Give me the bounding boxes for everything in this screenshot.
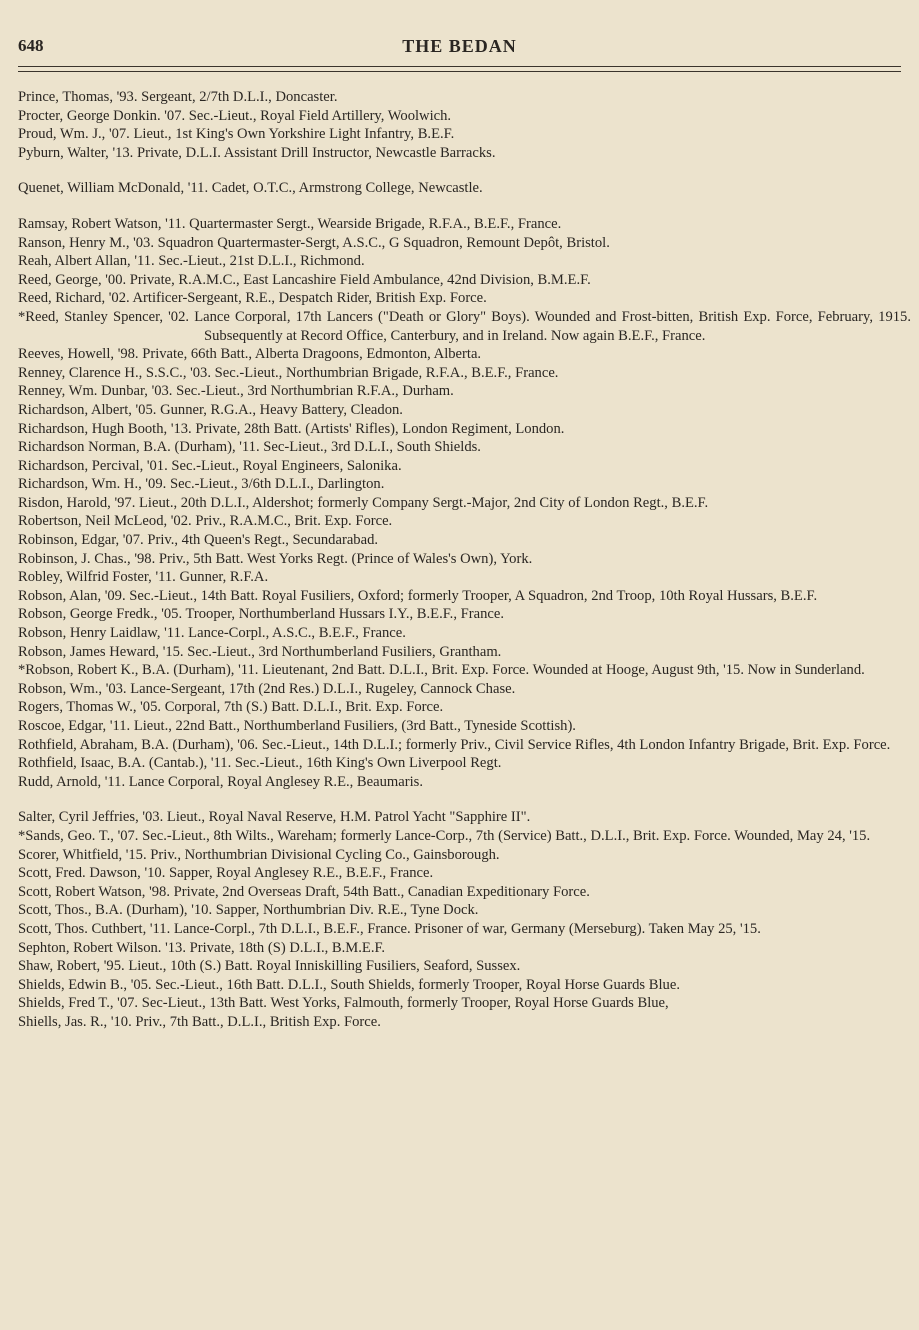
roll-entry bbox=[18, 994, 911, 1013]
roll-entry bbox=[18, 179, 911, 198]
entry-service: Lance-Corpl., 7th D.L.I., B.E.F., France. Prisoner of war, Germany (Merseburg). Taken May 25, '15. bbox=[173, 920, 761, 937]
entry-service: Private, 18th (S) D.L.I., B.M.E.F. bbox=[189, 939, 386, 956]
entry-name: Sephton, Robert Wilson. '13. bbox=[18, 939, 186, 956]
roll-entry bbox=[18, 512, 911, 531]
entry-name: Prince, Thomas, '93. bbox=[18, 89, 138, 105]
entry-service: Private, 28th Batt. (Artists' Rifles), London Regiment, London. bbox=[195, 420, 565, 437]
entry-name: Scorer, Whitfield, '15. bbox=[18, 846, 147, 863]
roll-entry bbox=[18, 939, 911, 958]
entry-service: Sec.-Lieut., 16th Batt. D.L.I., South Shields, formerly Trooper, Royal Horse Guards Blue. bbox=[155, 976, 680, 993]
roll-entry bbox=[18, 88, 911, 107]
entry-name: Robson, James Heward, '15. bbox=[18, 643, 184, 660]
entry-service: Gunner, R.F.A. bbox=[179, 569, 269, 586]
roll-entry bbox=[18, 420, 911, 439]
entry-service: Sec.-Lieut., 3rd Northumbrian R.F.A., Durham. bbox=[176, 383, 454, 400]
entry-name: Shiells, Jas. R., '10. bbox=[18, 1013, 132, 1030]
entry-name: Reah, Albert Allan, '11. bbox=[18, 253, 155, 270]
entry-service: Lieut., 20th D.L.I., Aldershot; formerly Company Sergt.-Major, 2nd City of London Regt., B.E.F. bbox=[139, 494, 709, 511]
entry-name: Robertson, Neil McLeod, '02. bbox=[18, 513, 192, 530]
entry-name: Ranson, Henry M., '03. bbox=[18, 234, 154, 251]
entry-name: Rogers, Thomas W., '05. bbox=[18, 699, 162, 716]
roll-entry bbox=[18, 808, 911, 827]
roll-entry bbox=[18, 846, 911, 865]
entry-service: Private, 2nd Overseas Draft, 54th Batt., Canadian Expeditionary Force. bbox=[173, 883, 590, 900]
entry-service: Private, D.L.I. Assistant Drill Instructor, Newcastle Barracks. bbox=[136, 144, 496, 161]
roll-entry bbox=[18, 901, 911, 920]
entry-service: Sec.-Lieut., 8th Wilts., Wareham; formerly Lance-Corp., 7th (Service) Batt., D.L.I., Brit. Exp. Force. Wounded, May 24, '15. bbox=[142, 827, 871, 844]
header-rule-thin bbox=[18, 71, 901, 72]
entry-service: Trooper, Northumberland Hussars I.Y., B.E.F., France. bbox=[185, 606, 504, 623]
roll-entry bbox=[18, 494, 911, 513]
roll-entry bbox=[18, 1013, 911, 1032]
entry-service: Squadron Quartermaster-Sergt, A.S.C., G Squadron, Remount Depôt, Bristol. bbox=[157, 234, 610, 251]
entry-name: Renney, Clarence H., S.S.C., '03. bbox=[18, 364, 211, 381]
roll-entry bbox=[18, 289, 911, 308]
entry-service: Lieut., Royal Naval Reserve, H.M. Patrol Yacht "Sapphire II". bbox=[166, 809, 531, 826]
entry-name: Roscoe, Edgar, '11. bbox=[18, 718, 131, 734]
entry-name: *Robson, Robert K., B.A. (Durham), '11. bbox=[18, 662, 259, 679]
running-title: THE BEDAN bbox=[402, 36, 517, 56]
roll-entry bbox=[18, 550, 911, 569]
entry-service: Sec-Lieut., 13th Batt. West Yorks, Falmouth, formerly Trooper, Royal Horse Guards Blue, bbox=[141, 995, 669, 1012]
entry-service: Cadet, O.T.C., Armstrong College, Newcastle. bbox=[211, 180, 483, 197]
entry-name: Quenet, William McDonald, '11. bbox=[18, 180, 209, 197]
entry-service: Quartermaster Sergt., Wearside Brigade, R.F.A., B.E.F., France. bbox=[189, 215, 562, 232]
entry-service: Private, 66th Batt., Alberta Dragoons, Edmonton, Alberta. bbox=[142, 346, 482, 363]
entry-name: *Sands, Geo. T., '07. bbox=[18, 827, 139, 844]
entry-name: Scott, Fred. Dawson, '10. bbox=[18, 865, 166, 882]
roll-entry bbox=[18, 864, 911, 883]
roll-entry bbox=[18, 957, 911, 976]
entry-service: Gunner, R.G.A., Heavy Battery, Cleadon. bbox=[160, 401, 403, 418]
entry-name: Robson, Wm., '03. bbox=[18, 680, 127, 697]
entry-name: Reeves, Howell, '98. bbox=[18, 346, 139, 363]
entry-service: Sec.-Lieut., 14th D.L.I.; formerly Priv., Civil Service Rifles, 4th London Infantry Brigade, Brit. Exp. Force. bbox=[261, 736, 891, 753]
entry-name: Rudd, Arnold, '11. bbox=[18, 773, 126, 790]
entry-service: Lance-Sergeant, 17th (2nd Res.) D.L.I., Rugeley, Cannock Chase. bbox=[130, 680, 516, 697]
entry-service: Priv., Northumbrian Divisional Cycling Co., Gainsborough. bbox=[150, 846, 500, 863]
roll-entry bbox=[18, 643, 911, 662]
section-gap bbox=[18, 791, 911, 808]
roll-entry bbox=[18, 107, 911, 126]
entry-name: Richardson, Wm. H., '09. bbox=[18, 476, 167, 493]
entry-name: Scott, Thos., B.A. (Durham), '10. bbox=[18, 902, 213, 919]
roll-entry bbox=[18, 680, 911, 699]
entry-name: Salter, Cyril Jeffries, '03. bbox=[18, 809, 164, 826]
entry-service: Private, R.A.M.C., East Lancashire Field Ambulance, 42nd Division, B.M.E.F. bbox=[129, 271, 591, 288]
roll-entry bbox=[18, 736, 911, 755]
entry-service: Lance Corporal, 17th Lancers ("Death or Glory" Boys). Wounded and Frost-bitten, British Exp. Force, February, 1915. Subsequently at Record Office, Canterbury, and in Ireland. Now again B.E.F., France. bbox=[194, 308, 911, 344]
roll-entry bbox=[18, 252, 911, 271]
entry-service: Sec.-Lieut., 14th Batt. Royal Fusiliers, Oxford; formerly Trooper, A Squadron, 2nd Troop, 10th Royal Hussars, B.E.F. bbox=[129, 587, 818, 604]
roll-list bbox=[18, 88, 911, 1032]
entry-service: Lieutenant, 2nd Batt. D.L.I., Brit. Exp. Force. Wounded at Hooge, August 9th, '15. Now in Sunderland. bbox=[262, 662, 865, 679]
entry-service: Sergeant, 2/7th D.L.I., Doncaster. bbox=[141, 89, 338, 105]
roll-entry bbox=[18, 144, 911, 163]
roll-entry bbox=[18, 624, 911, 643]
entry-name: Renney, Wm. Dunbar, '03. bbox=[18, 383, 173, 400]
entry-name: Risdon, Harold, '97. bbox=[18, 494, 136, 511]
entry-service: Sec-Lieut., 3rd D.L.I., South Shields. bbox=[263, 439, 481, 456]
roll-entry bbox=[18, 920, 911, 939]
entry-name: Scott, Thos. Cuthbert, '11. bbox=[18, 920, 171, 937]
entry-service: Sec.-Lieut., 16th King's Own Liverpool Regt. bbox=[234, 755, 502, 772]
roll-entry bbox=[18, 883, 911, 902]
entry-name: Shields, Edwin B., '05. bbox=[18, 976, 152, 993]
entry-service: Priv., R.A.M.C., Brit. Exp. Force. bbox=[195, 513, 393, 530]
header-rule bbox=[18, 66, 901, 67]
entry-service: Priv., 4th Queen's Regt., Secundarabad. bbox=[147, 532, 379, 549]
roll-entry bbox=[18, 754, 911, 773]
roll-entry bbox=[18, 382, 911, 401]
roll-entry bbox=[18, 401, 911, 420]
entry-name: *Reed, Stanley Spencer, '02. bbox=[18, 308, 190, 325]
roll-entry bbox=[18, 531, 911, 550]
entry-service: Corporal, 7th (S.) Batt. D.L.I., Brit. Exp. Force. bbox=[164, 699, 444, 716]
roll-entry bbox=[18, 568, 911, 587]
entry-service: Priv., 7th Batt., D.L.I., British Exp. Force. bbox=[135, 1013, 381, 1030]
roll-entry bbox=[18, 271, 911, 290]
entry-service: Sec.-Lieut., 21st D.L.I., Richmond. bbox=[158, 253, 365, 270]
entry-name: Ramsay, Robert Watson, '11. bbox=[18, 215, 186, 232]
roll-entry bbox=[18, 364, 911, 383]
entry-name: Pyburn, Walter, '13. bbox=[18, 144, 134, 161]
entry-name: Robson, George Fredk., '05. bbox=[18, 606, 183, 623]
entry-name: Richardson, Albert, '05. bbox=[18, 401, 157, 418]
roll-entry bbox=[18, 457, 911, 476]
entry-service: Sec.-Lieut., 3/6th D.L.I., Darlington. bbox=[169, 476, 385, 493]
entry-service: Sec.-Lieut., Northumbrian Brigade, R.F.A., B.E.F., France. bbox=[214, 364, 559, 381]
page-header bbox=[18, 36, 901, 60]
entry-service: Lieut., 22nd Batt., Northumberland Fusiliers, (3rd Batt., Tyneside Scottish). bbox=[133, 718, 576, 734]
roll-entry bbox=[18, 773, 911, 792]
entry-name: Rothfield, Abraham, B.A. (Durham), '06. bbox=[18, 736, 259, 753]
roll-entry bbox=[18, 587, 911, 606]
entry-name: Robson, Henry Laidlaw, '11. bbox=[18, 625, 185, 642]
entry-service: Sec.-Lieut., Royal Engineers, Salonika. bbox=[171, 457, 402, 474]
entry-name: Robson, Alan, '09. bbox=[18, 587, 126, 604]
entry-service: Lance-Corpl., A.S.C., B.E.F., France. bbox=[188, 625, 406, 642]
roll-entry bbox=[18, 125, 911, 144]
roll-entry bbox=[18, 698, 911, 717]
roll-entry bbox=[18, 308, 911, 345]
section-gap bbox=[18, 162, 911, 179]
entry-service: Sapper, Royal Anglesey R.E., B.E.F., France. bbox=[169, 865, 434, 882]
entry-service: Lieut., 10th (S.) Batt. Royal Inniskilling Fusiliers, Seaford, Sussex. bbox=[128, 958, 521, 975]
roll-entry bbox=[18, 661, 911, 680]
roll-entry bbox=[18, 438, 911, 457]
entry-service: Artificer-Sergeant, R.E., Despatch Rider, British Exp. Force. bbox=[132, 290, 487, 307]
roll-entry bbox=[18, 345, 911, 364]
entry-name: Shields, Fred T., '07. bbox=[18, 995, 139, 1012]
entry-service: Lance Corporal, Royal Anglesey R.E., Beaumaris. bbox=[128, 773, 423, 790]
entry-name: Shaw, Robert, '95. bbox=[18, 958, 125, 975]
section-gap bbox=[18, 198, 911, 215]
entry-name: Richardson, Percival, '01. bbox=[18, 457, 168, 474]
entry-name: Richardson, Hugh Booth, '13. bbox=[18, 420, 192, 437]
entry-name: Procter, George Donkin. '07. bbox=[18, 107, 186, 124]
roll-entry bbox=[18, 475, 911, 494]
entry-name: Scott, Robert Watson, '98. bbox=[18, 883, 170, 900]
roll-entry bbox=[18, 976, 911, 995]
entry-service: Priv., 5th Batt. West Yorks Regt. (Prince of Wales's Own), York. bbox=[158, 550, 533, 567]
entry-name: Reed, Richard, '02. bbox=[18, 290, 130, 307]
roll-entry bbox=[18, 234, 911, 253]
entry-name: Richardson Norman, B.A. (Durham), '11. bbox=[18, 439, 260, 456]
entry-name: Robley, Wilfrid Foster, '11. bbox=[18, 569, 176, 586]
entry-service: Sec.-Lieut., Royal Field Artillery, Woolwich. bbox=[188, 107, 452, 124]
roll-entry bbox=[18, 605, 911, 624]
page-number: 648 bbox=[18, 36, 44, 55]
entry-service: Lieut., 1st King's Own Yorkshire Light Infantry, B.E.F. bbox=[133, 126, 455, 143]
entry-name: Robinson, Edgar, '07. bbox=[18, 532, 144, 549]
roll-entry bbox=[18, 215, 911, 234]
entry-name: Reed, George, '00. bbox=[18, 271, 127, 288]
entry-service: Sapper, Northumbrian Div. R.E., Tyne Dock. bbox=[215, 902, 479, 919]
entry-name: Proud, Wm. J., '07. bbox=[18, 126, 130, 143]
roll-entry bbox=[18, 827, 911, 846]
entry-service: Sec.-Lieut., 3rd Northumberland Fusiliers, Grantham. bbox=[187, 643, 502, 660]
roll-entry bbox=[18, 717, 911, 736]
entry-name: Robinson, J. Chas., '98. bbox=[18, 550, 156, 567]
entry-name: Rothfield, Isaac, B.A. (Cantab.), '11. bbox=[18, 755, 232, 772]
